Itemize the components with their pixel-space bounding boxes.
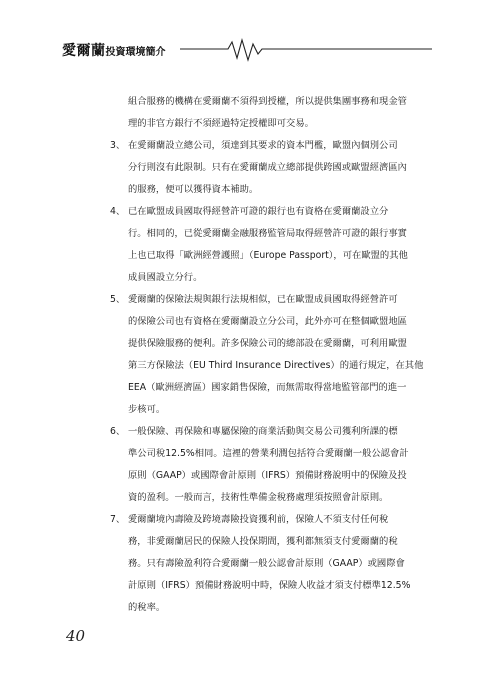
text-line: 的服務，便可以獲得資本補助。 [128, 184, 259, 195]
text-line: 行。相同的，已從愛爾蘭金融服務監管局取得經營許可證的銀行事實 [128, 228, 407, 239]
text-line: 分行則沒有此限制。只有在愛爾蘭成立總部提供跨國或歐盟經濟區內 [128, 162, 407, 173]
text-line: 上也已取得「歐洲經營護照」（Europe Passport），可在歐盟的其他 [128, 250, 408, 261]
text-line: 的保險公司也有資格在愛爾蘭設立分公司，此外亦可在整個歐盟地區 [128, 316, 407, 327]
text-line: 在愛爾蘭設立總公司，須達到其要求的資本門檻，歐盟內個別公司 [128, 140, 398, 151]
text-line: 準公司稅12.5%相同。這裡的營業利潤包括符合愛爾蘭一般公認會計 [128, 448, 409, 459]
header-title [62, 40, 166, 60]
text-line: EEA（歐洲經濟區）國家銷售保險，而無需取得當地監管部門的進一 [128, 382, 407, 393]
list-item-5 [100, 289, 424, 421]
header-title-main: 愛爾蘭 [62, 43, 106, 59]
header-title-sub: 投資環境簡介 [105, 47, 166, 58]
text-line: 愛爾蘭的保險法規與銀行法規相似，已在歐盟成員國取得經營許可 [128, 294, 398, 305]
list-item-3 [100, 135, 418, 201]
list-item-6 [100, 421, 418, 509]
page-number: 40 [66, 627, 86, 645]
item-number: 5、 [110, 294, 126, 305]
text-line: 愛爾蘭境內壽險及跨境壽險投資獲利前，保險人不須支付任何稅 [128, 514, 389, 525]
text-line: 的稅率。 [128, 602, 166, 613]
text-line: 計原則（IFRS）預備財務說明中時，保險人收益才須支付標準12.5% [128, 580, 411, 591]
text-line: 提供保險服務的便利。許多保險公司的總部設在愛爾蘭，可利用歐盟 [128, 338, 407, 349]
text-line: 第三方保險法（EU Third Insurance Directives）的通行規定，在其他 [128, 360, 424, 371]
text-line: 已在歐盟成員國取得經營許可證的銀行也有資格在愛爾蘭設立分 [128, 206, 389, 217]
text-line: 務，非愛爾蘭居民的保險人投保期間，獲利都無須支付愛爾蘭的稅 [128, 536, 398, 547]
list-item-4 [100, 201, 418, 289]
document-body [100, 91, 424, 619]
list-item-7 [100, 509, 418, 619]
item-number: 4、 [110, 206, 126, 217]
text-line: 一般保險、再保險和專屬保險的商業活動與交易公司獲利所課的標 [128, 426, 398, 437]
text-line: 成員國設立分行。 [128, 272, 203, 283]
text-line: 理的非官方銀行不須經過特定授權即可交易。 [128, 118, 314, 129]
text-line: 資的盈利。一般而言，技術性準備金稅務處理須按照會計原則。 [128, 492, 389, 503]
text-line: 組合服務的機構在愛爾蘭不須得到授權，所以提供集團事務和現金管 [128, 96, 407, 107]
text-line: 務。只有壽險盈利符合愛爾蘭一般公認會計原則（GAAP）或國際會 [128, 558, 405, 569]
item-number: 3、 [110, 140, 126, 151]
item-number: 6、 [110, 426, 126, 437]
item-number: 7、 [110, 514, 126, 525]
text-line: 步核可。 [128, 404, 166, 415]
text-line: 原則（GAAP）或國際會計原則（IFRS）預備財務說明中的保險及投 [128, 470, 407, 481]
intro-paragraph [100, 91, 418, 135]
running-header [62, 36, 432, 64]
